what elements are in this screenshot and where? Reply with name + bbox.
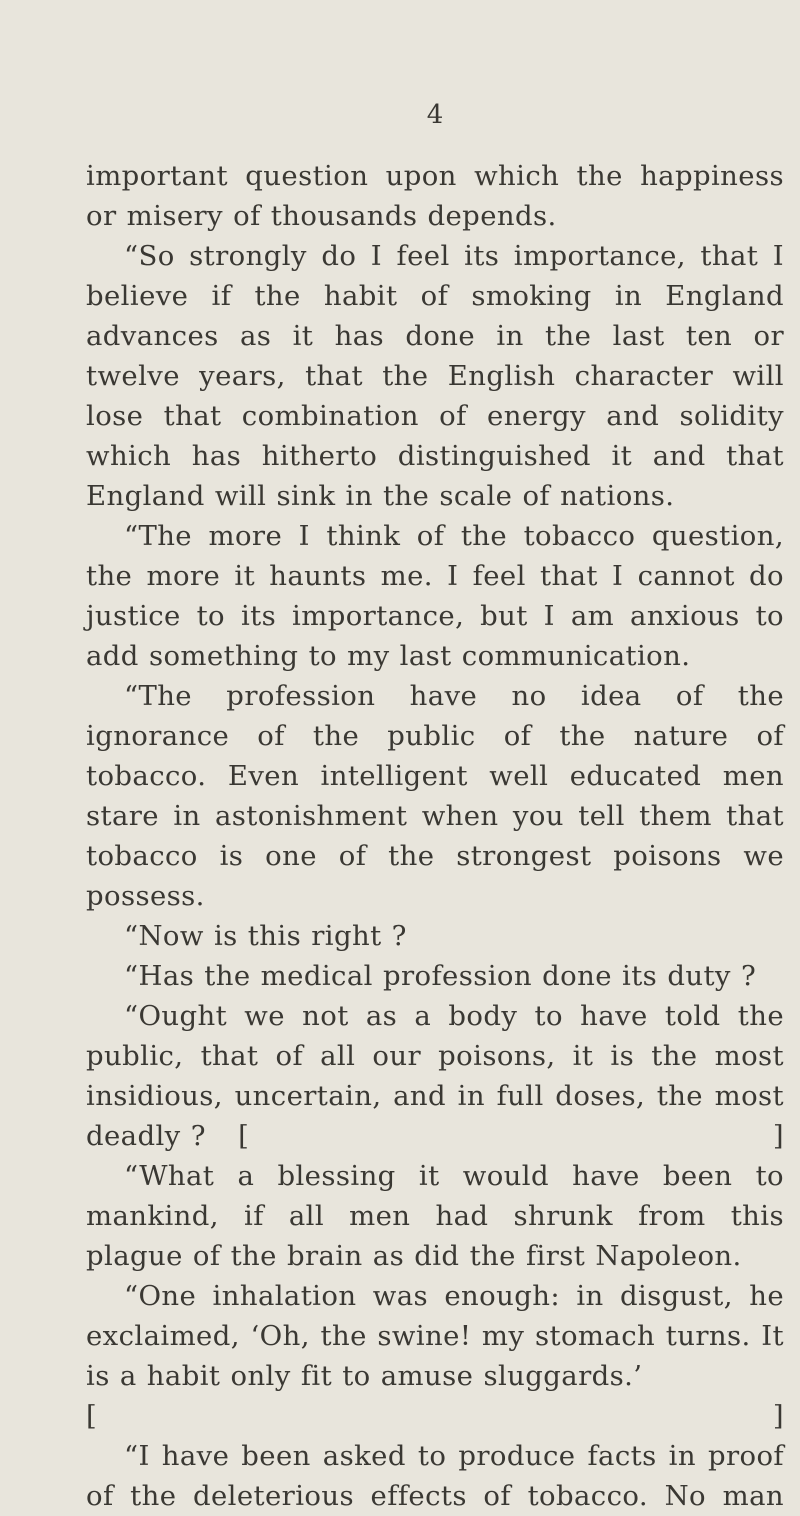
paragraph-end-line	[86, 1116, 784, 1156]
paragraph: “I have been asked to produce facts in proof of the deleterious effects of tobacco. No man	[86, 1440, 784, 1512]
page-number: 4	[426, 100, 444, 130]
paragraph: important question upon which the happiness or misery of thousands depends.	[86, 160, 784, 232]
bracket-close: ]	[772, 1400, 784, 1432]
bracket-open: [	[86, 1400, 98, 1432]
bracket-open: [	[238, 1120, 250, 1152]
paragraph: “Ought we not as a body to have told the public, that of all our poisons, it is the most insidious, uncertain, and in full doses, the most	[86, 1000, 784, 1112]
line-text: deadly ?	[86, 1120, 206, 1152]
paragraph: “What a blessing it would have been to mankind, if all men had shrunk from this plague of the brain as did the first Napoleon.	[86, 1160, 784, 1272]
body-text	[86, 156, 784, 1516]
bracket-close: ]	[772, 1120, 784, 1152]
paragraph: “The more I think of the tobacco question, the more it haunts me. I feel that I cannot do justice to its importance, but I am anxious to add something to my last communication.	[86, 520, 784, 672]
paragraph: “Now is this right ?	[124, 920, 407, 952]
bracket-line	[86, 1396, 784, 1436]
paragraph: “Has the medical profession done its duty ?	[124, 960, 757, 992]
paragraph: “The profession have no idea of the ignorance of the public of the nature of tobacco. Even intelligent well educated men stare in astonishment when you tell them that tobacco is one of the strongest poisons we possess.	[86, 680, 784, 912]
paragraph: “So strongly do I feel its importance, that I believe if the habit of smoking in England advances as it has done in the last ten or twelve years, that the English character will lose that combination of energy and solidity which has hitherto distinguished it and that England will sink in the scale of nations.	[86, 240, 784, 512]
paragraph: “One inhalation was enough: in disgust, he exclaimed, ‘Oh, the swine! my stomach turns. It is a habit only fit to amuse sluggards.’	[86, 1280, 784, 1392]
